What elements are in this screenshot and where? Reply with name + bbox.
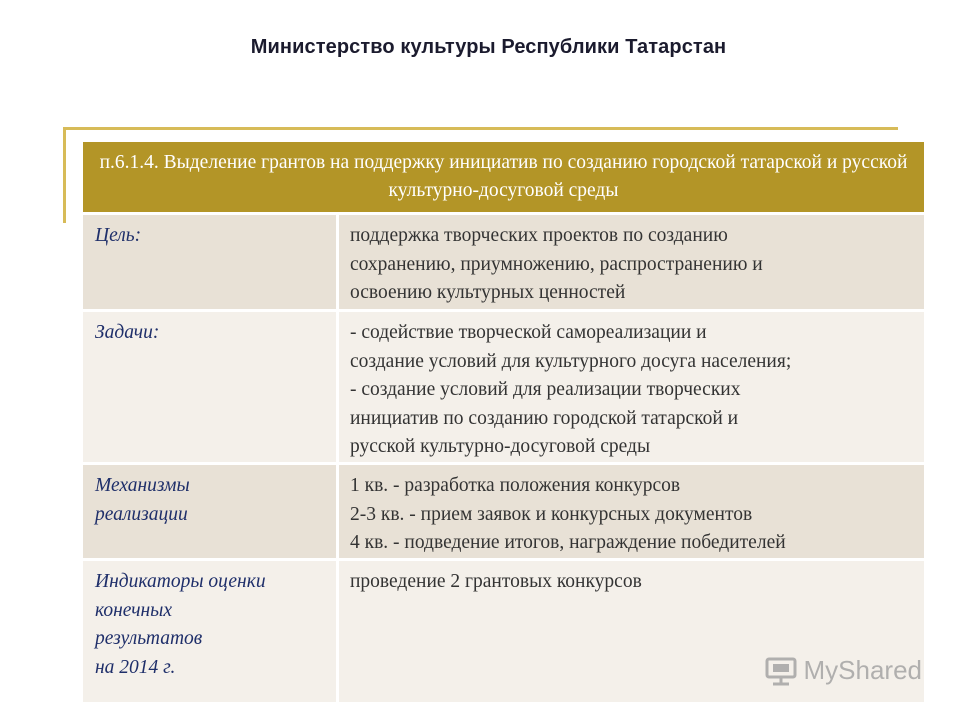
row-content-indicators: проведение 2 грантовых конкурсов [350, 571, 642, 592]
organization-title: Министерство культуры Республики Татарстан [250, 36, 727, 58]
row-content-goal: поддержка творческих проектов по созданию сохранению, приумножению, распространению и освоению культурных ценностей [350, 225, 763, 303]
table-row-tasks [83, 312, 924, 462]
row-label-tasks: Задачи: [95, 322, 160, 343]
decorative-line-horizontal [63, 127, 898, 130]
myshared-watermark [764, 655, 923, 686]
row-label-goal: Цель: [95, 225, 142, 246]
row-content-cell [339, 312, 924, 462]
row-content-cell [339, 215, 924, 309]
table-row-mechanisms [83, 465, 924, 558]
row-label-cell [83, 561, 336, 702]
grant-measure-table [83, 142, 924, 702]
watermark-text: MyShared [803, 655, 922, 685]
decorative-line-vertical [63, 127, 66, 223]
row-content-mechanisms: 1 кв. - разработка положения конкурсов 2-3 кв. - прием заявок и конкурсных документов 4 кв. - подведение итогов, награждение победителей [350, 475, 786, 553]
row-label-cell [83, 312, 336, 462]
table-header: п.6.1.4. Выделение грантов на поддержку инициатив по созданию городской татарской и русской культурно-досуговой среды [83, 142, 924, 212]
row-label-cell [83, 465, 336, 558]
row-label-indicators: Индикаторы оценки конечных результатов на 2014 г. [95, 571, 266, 678]
presentation-icon [764, 656, 798, 686]
row-content-cell [339, 465, 924, 558]
table-row-goal [83, 215, 924, 309]
row-label-cell [83, 215, 336, 309]
row-label-mechanisms: Механизмы реализации [95, 475, 190, 525]
row-content-tasks: - содействие творческой самореализации и создание условий для культурного досуга населения; - создание условий для реализации творческих инициатив по созданию городской татарской и русской культурно-досуговой среды [350, 322, 792, 457]
